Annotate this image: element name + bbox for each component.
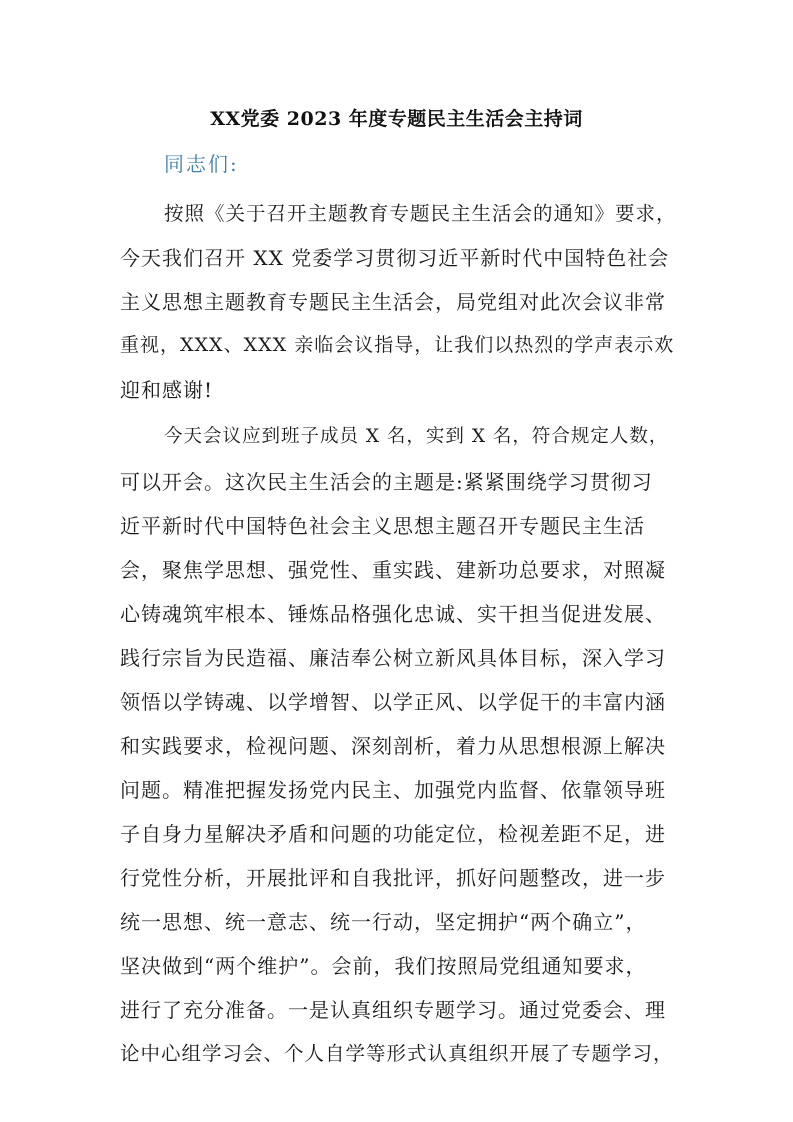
paragraph-2-line-13: 坚决做到“两个维护”。会前，我们按照局党组通知要求， xyxy=(120,954,647,978)
paragraph-1-line-4: 重视，XXX、XXX 亲临会议指导，让我们以热烈的学声表示欢 xyxy=(120,334,675,356)
paragraph-1-line-5: 迎和感谢! xyxy=(120,378,214,402)
paragraph-2-line-15: 论中心组学习会、个人自学等形式认真组织开展了专题学习， xyxy=(120,1042,674,1065)
paragraph-1-line-1: 按照《关于召开主题教育专题民主生活会的通知》要求， xyxy=(164,202,677,225)
paragraph-2-line-11: 行党性分析，开展批评和自我批评，抓好问题整改，进一步 xyxy=(120,866,666,890)
paragraph-1-line-2: 今天我们召开 XX 党委学习贯彻习近平新时代中国特色社会 xyxy=(120,246,670,270)
paragraph-2-line-3: 近平新时代中国特色社会主义思想主题召开专题民主生活 xyxy=(120,514,645,538)
paragraph-2-line-10: 子自身力星解决矛盾和问题的功能定位，检视差距不足，进 xyxy=(120,822,666,846)
salutation: 同志们: xyxy=(164,152,239,176)
paragraph-2-line-4: 会，聚焦学思想、强党性、重实践、建新功总要求，对照凝 xyxy=(120,558,666,582)
paragraph-2-line-6: 践行宗旨为民造福、廉洁奉公树立新风具体目标，深入学习 xyxy=(120,646,666,670)
paragraph-2-line-14: 进行了充分准备。一是认真组织专题学习。通过党委会、理 xyxy=(120,998,666,1022)
paragraph-2-line-5: 心铸魂筑牢根本、锤炼品格强化忠诚、实干担当促进发展、 xyxy=(120,602,666,626)
paragraph-1-line-3: 主义思想主题教育专题民主生活会，局党组对此次会议非常 xyxy=(120,290,666,314)
paragraph-2-line-1: 今天会议应到班子成员 X 名，实到 X 名，符合规定人数， xyxy=(164,426,669,447)
paragraph-2-line-8: 和实践要求，检视问题、深刻剖析，着力从思想根源上解决 xyxy=(120,734,666,758)
paragraph-2-line-9: 问题。精准把握发扬党内民主、加强党内监督、依靠领导班 xyxy=(120,778,666,802)
paragraph-2-line-7: 领悟以学铸魂、以学增智、以学正风、以学促干的丰富内涵 xyxy=(120,690,666,714)
paragraph-2-line-2: 可以开会。这次民主生活会的主题是:紧紧围绕学习贯彻习 xyxy=(120,470,653,494)
document-title: XX党委 2023 年度专题民主生活会主持词 xyxy=(210,108,583,130)
paragraph-2-line-12: 统一思想、统一意志、统一行动，坚定拥护“两个确立”， xyxy=(120,910,647,934)
